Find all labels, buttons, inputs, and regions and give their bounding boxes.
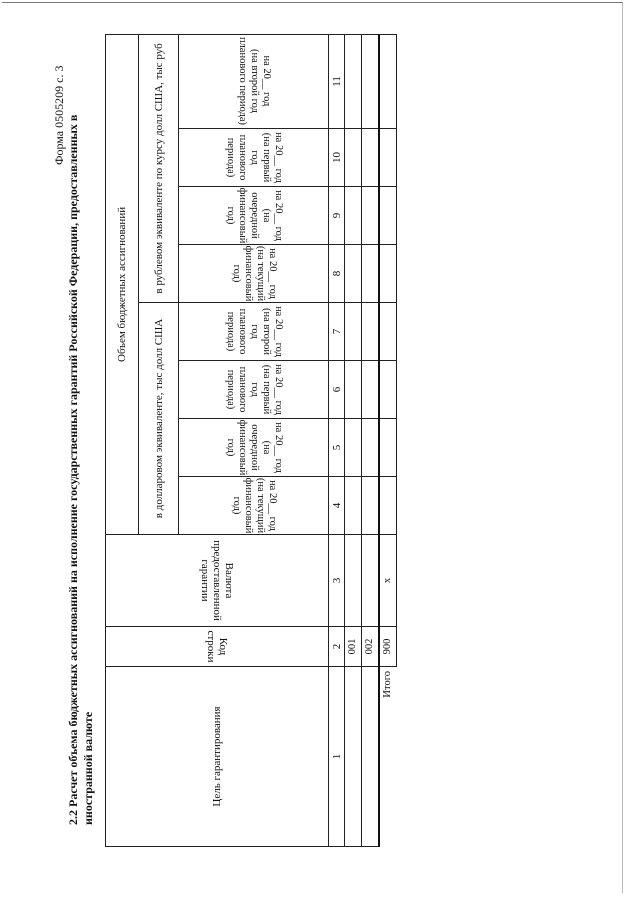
row-value-cell[interactable]: [362, 187, 380, 245]
row-code: 001: [345, 627, 362, 667]
header-rub-second: на 20__ год (на второй год планового периода): [179, 34, 329, 128]
col-num-5: 5: [329, 419, 345, 477]
total-label: Итого: [382, 671, 394, 698]
row-code: 002: [362, 627, 380, 667]
total-value-cell[interactable]: [379, 419, 397, 477]
total-value-cell[interactable]: [379, 303, 397, 361]
table-row: [345, 34, 362, 846]
row-purpose[interactable]: [345, 667, 362, 847]
column-numbers-row: [329, 34, 345, 846]
total-value-cell[interactable]: [379, 129, 397, 187]
total-value-cell[interactable]: [379, 187, 397, 245]
row-value-cell[interactable]: [362, 129, 380, 187]
header-usd-second: на 20__ год (на второй год планового периода): [179, 303, 329, 361]
total-value-cell[interactable]: [379, 361, 397, 419]
header-volume: Объем бюджетных ассигнований: [106, 34, 139, 534]
header-currency-text: Валюта предоставленной гарантии: [199, 540, 235, 621]
total-row: [379, 34, 397, 846]
table-row: [362, 34, 380, 846]
row-value-cell[interactable]: [345, 477, 362, 535]
header-currency: [106, 535, 329, 627]
row-currency[interactable]: [362, 535, 380, 627]
header-rub: в рублевом эквиваленте по курсу долл США, тыс руб: [139, 34, 179, 302]
col-num-3: 3: [329, 535, 345, 627]
row-value-cell[interactable]: [345, 361, 362, 419]
header-usd-next: на 20__ год (на очередной финансовый год): [179, 419, 329, 477]
col-num-4: 4: [329, 477, 345, 535]
col-num-1: 1: [329, 667, 345, 847]
col-num-8: 8: [329, 245, 345, 303]
total-currency: x: [379, 535, 397, 627]
row-value-cell[interactable]: [345, 187, 362, 245]
header-usd: в долларовом эквиваленте, тыс долл США: [139, 303, 179, 535]
row-value-cell[interactable]: [362, 477, 380, 535]
row-value-cell[interactable]: [362, 361, 380, 419]
col-num-11: 11: [329, 34, 345, 128]
row-value-cell[interactable]: [362, 245, 380, 303]
header-usd-current: на 20__ год (на текущий финансовый год): [179, 477, 329, 535]
row-value-cell[interactable]: [362, 34, 380, 128]
total-value-cell[interactable]: [379, 34, 397, 128]
row-value-cell[interactable]: [345, 34, 362, 128]
row-currency[interactable]: [345, 535, 362, 627]
total-value-cell[interactable]: [379, 477, 397, 535]
header-rub-current: на 20__ год (на текущий финансовый год): [179, 245, 329, 303]
header-purpose: Цель гарантирования: [106, 667, 329, 847]
col-num-2: 2: [329, 627, 345, 667]
row-value-cell[interactable]: [362, 419, 380, 477]
row-value-cell[interactable]: [345, 303, 362, 361]
budget-allocation-table: [105, 34, 397, 847]
header-rub-next: на 20__ год (на очередной финансовый год): [179, 187, 329, 245]
col-num-6: 6: [329, 361, 345, 419]
total-code: 900: [379, 627, 397, 667]
section-title: 2.2 Расчет объема бюджетных ассигнований на исполнение государственных гарантий Российской Федерации, предоставленных в иностранной валюте: [66, 114, 95, 825]
total-value-cell[interactable]: [379, 245, 397, 303]
header-code: [106, 627, 329, 667]
col-num-9: 9: [329, 187, 345, 245]
col-num-10: 10: [329, 129, 345, 187]
row-value-cell[interactable]: [345, 129, 362, 187]
row-purpose[interactable]: [362, 667, 380, 847]
row-value-cell[interactable]: [345, 245, 362, 303]
header-rub-first: на 20__ год (на первый год планового периода): [179, 129, 329, 187]
form-number: Форма 0505209 с. 3: [52, 65, 66, 165]
header-usd-first: на 20__ год (на первый год планового периода): [179, 361, 329, 419]
row-value-cell[interactable]: [345, 419, 362, 477]
header-code-text: Код строки: [205, 630, 229, 663]
row-value-cell[interactable]: [362, 303, 380, 361]
col-num-7: 7: [329, 303, 345, 361]
